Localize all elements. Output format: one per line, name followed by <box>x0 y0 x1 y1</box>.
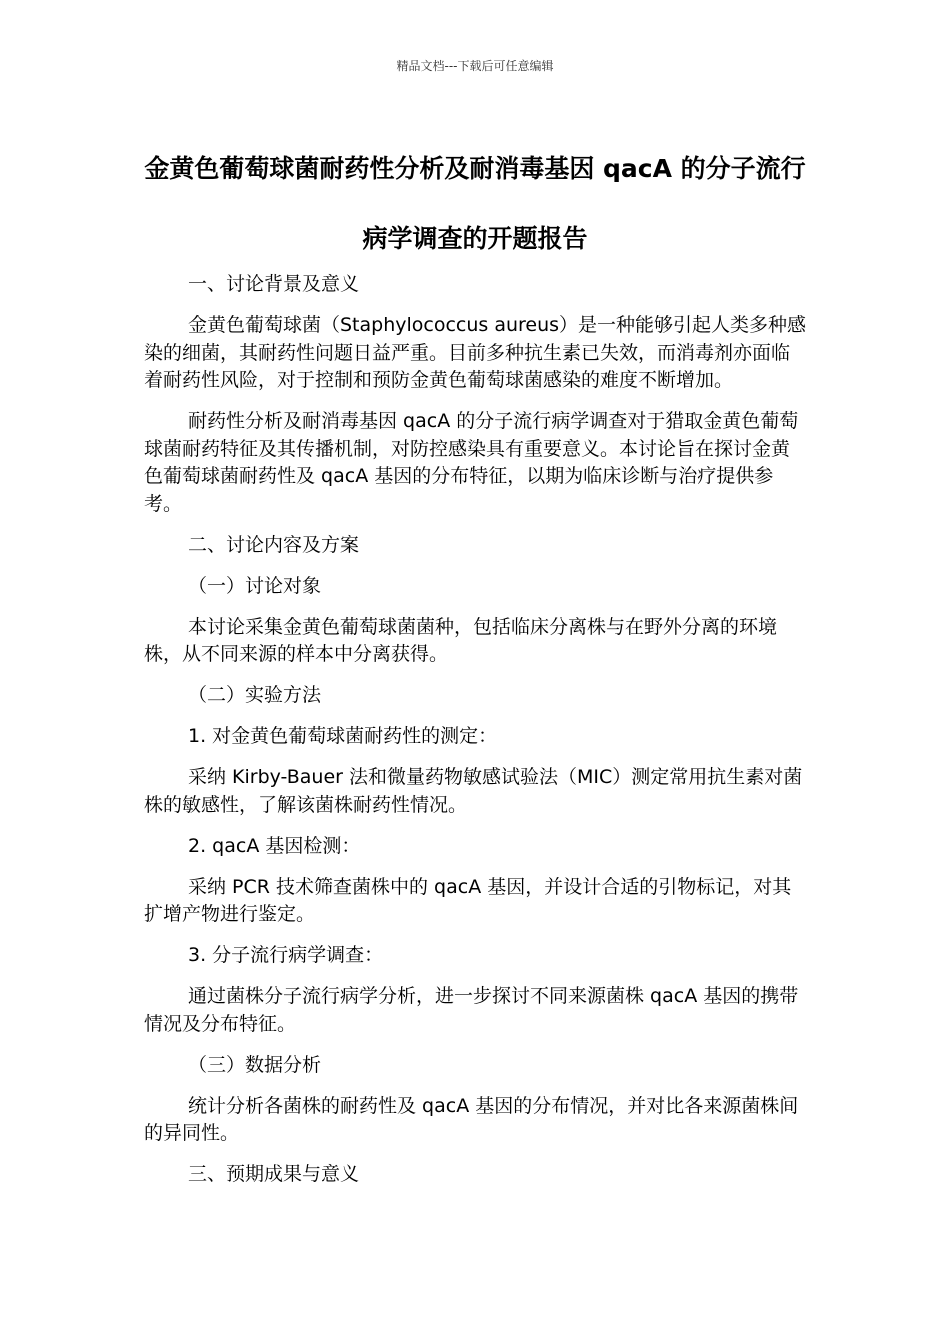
paragraph-7: 统计分析各菌株的耐药性及 qacA 基因的分布情况，并对比各来源菌株间的异同性。 <box>144 1094 799 1144</box>
section-heading-3: 三、预期成果与意义 <box>188 1163 360 1185</box>
subsection-heading-3: （三）数据分析 <box>188 1053 322 1076</box>
paragraph-6: 通过菌株分子流行病学分析，进一步探讨不同来源菌株 qacA 基因的携带情况及分布特征。 <box>144 985 799 1035</box>
subsection-heading-1: （一）讨论对象 <box>188 574 322 597</box>
paragraph-3: 本讨论采集金黄色葡萄球菌菌种，包括临床分离株与在野外分离的环境株，从不同来源的样本中分离获得。 <box>144 615 778 665</box>
document-body <box>144 271 808 1189</box>
list-item-1: 1. 对金黄色葡萄球菌耐药性的测定： <box>188 725 498 747</box>
subsection-heading-2: （二）实验方法 <box>188 684 322 706</box>
document-title: 金黄色葡萄球菌耐药性分析及耐消毒基因 qacA 的分子流行病学调查的开题报告 <box>144 154 806 253</box>
list-item-3: 3. 分子流行病学调查： <box>188 944 384 966</box>
paragraph-5: 采纳 PCR 技术筛查菌株中的 qacA 基因，并设计合适的引物标记，对其扩增产物进行鉴定。 <box>144 875 792 925</box>
paragraph-4: 采纳 Kirby-Bauer 法和微量药物敏感试验法（MIC）测定常用抗生素对菌株的敏感性，了解该菌株耐药性情况。 <box>144 766 803 816</box>
section-heading-2: 二、讨论内容及方案 <box>188 533 360 556</box>
header-note: 精品文档---下载后可任意编辑 <box>396 59 554 73</box>
list-item-2: 2. qacA 基因检测： <box>188 834 361 857</box>
paragraph-2: 耐药性分析及耐消毒基因 qacA 的分子流行病学调查对于猎取金黄色葡萄球菌耐药特征及其传播机制，对防控感染具有重要意义。本讨论旨在探讨金黄色葡萄球菌耐药性及 qacA 基因的分布特征，以期为临床诊断与治疗提供参考。 <box>144 410 799 515</box>
section-heading-1: 一、讨论背景及意义 <box>188 273 360 295</box>
paragraph-1: 金黄色葡萄球菌（Staphylococcus aureus）是一种能够引起人类多种感染的细菌，其耐药性问题日益严重。目前多种抗生素已失效，而消毒剂亦面临着耐药性风险，对于控制和预防金黄色葡萄球菌感染的难度不断增加。 <box>144 314 807 391</box>
